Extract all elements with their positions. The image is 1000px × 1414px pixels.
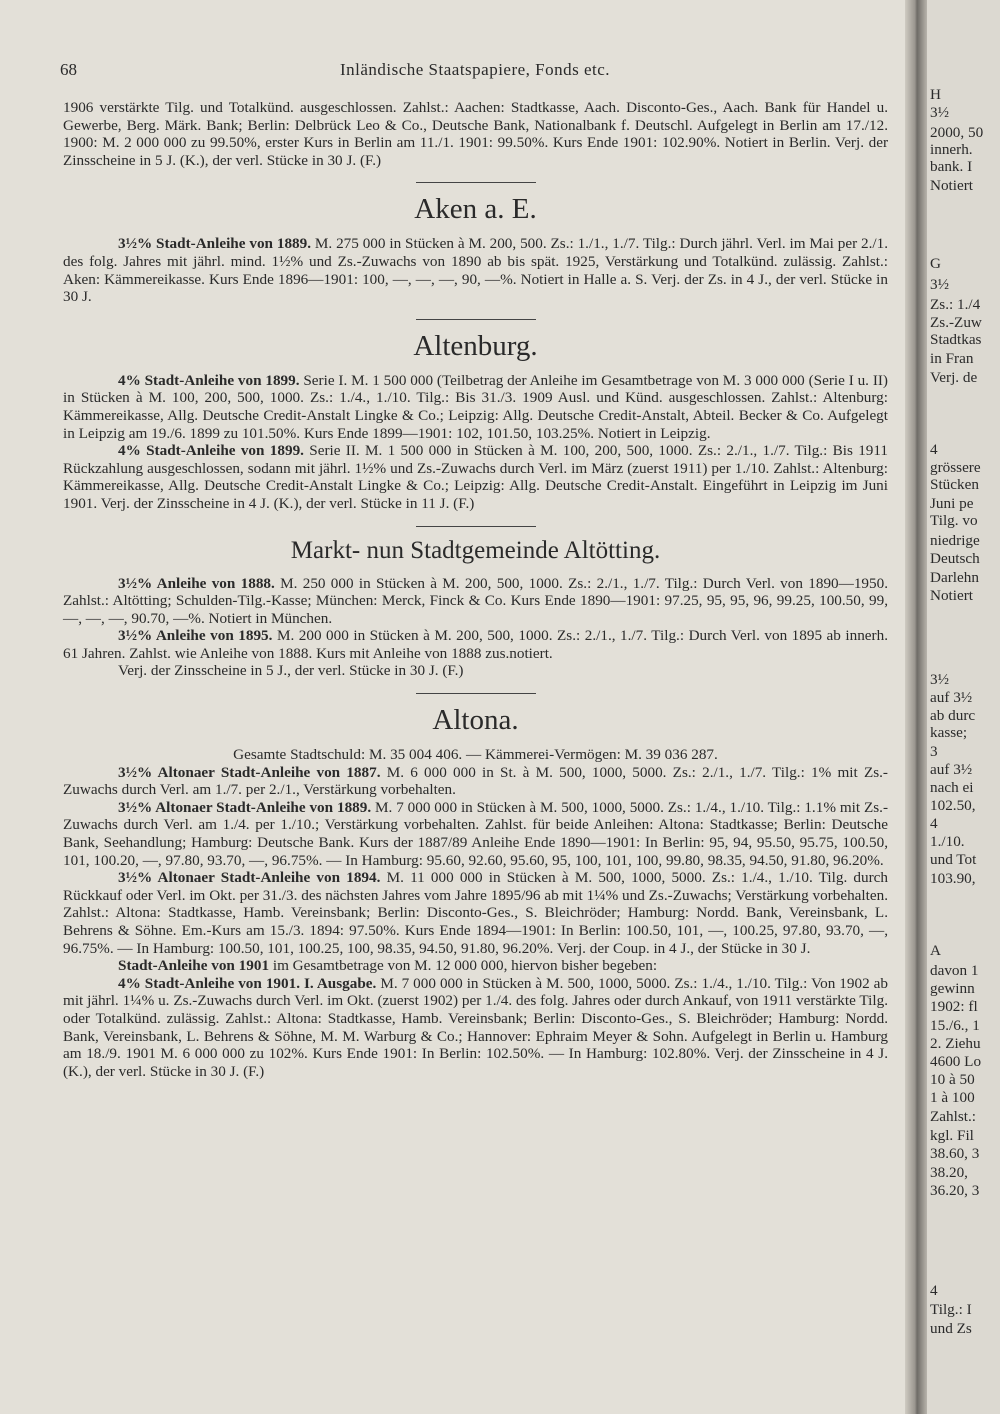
section-heading-altona: Altona.: [432, 704, 519, 737]
loan-entry: [63, 799, 888, 869]
loan-text: im Gesamtbetrage von M. 12 000 000, hiervon bisher begeben:: [269, 957, 658, 975]
loan-text: M. 6 000 000 in St. à M. 500, 1000, 5000. Zs.: 2./1., 1./7. Tilg.: 1% mit Zs.-Zuwachs durch Verl. am 1./7. per 2./1., Verstärkung vorbehalten.: [63, 763, 888, 799]
margin-fragment: Juni pe: [930, 495, 974, 512]
margin-fragment: und Tot: [930, 851, 977, 868]
margin-fragment: Stücken: [930, 476, 979, 493]
margin-fragment: 2. Ziehu: [930, 1035, 981, 1052]
intro-paragraph: 1906 verstärkte Tilg. und Totalkünd. ausgeschlossen. Zahlst.: Aachen: Stadtkasse, Aach. Disconto-Ges., Aach. Bank für Handel u. Gewerbe, Berg. Märk. Bank; Berlin: Delbrück Leo & Co., Deutsche Bank, Nationalbank f. Deutschl. Aufgelegt in Berlin am 17./12. 1900: M. 2 000 000 zu 99.50%, erster Kurs in Berlin am 11./1. 1901: 99.50%. Kurs Ende 1901: 102.90%. Notiert in Berlin. Verj. der Zinsscheine in 5 J. (K.), der verl. Stücke in 30 J. (F.): [63, 99, 888, 169]
loan-text: M. 200 000 in Stücken à M. 200, 500, 1000. Zs.: 2./1., 1./7. Tilg.: Durch Verl. von 1895 ab innerh. 61 Jahren. Zahlst. wie Anleihe von 1888. Kurs mit Anleihe von 1888 zus.notiert.: [63, 627, 888, 662]
loan-title: 3½% Anleihe von 1888.: [118, 574, 275, 592]
section-divider: [416, 526, 536, 527]
running-title: Inländische Staatspapiere, Fonds etc.: [339, 60, 611, 79]
margin-fragment: 3½: [930, 104, 949, 121]
margin-fragment: G: [930, 255, 941, 272]
loan-entry: [63, 235, 888, 305]
margin-fragment: 102.50,: [930, 797, 976, 814]
margin-fragment: Darlehn: [930, 569, 979, 586]
section-heading-aken: Aken a. E.: [414, 193, 537, 226]
loan-entry: [63, 372, 888, 442]
margin-fragment: niedrige: [930, 532, 980, 549]
margin-fragment: 38.60, 3: [930, 1145, 980, 1162]
loan-entry: [63, 442, 888, 512]
margin-fragment: 3½: [930, 671, 949, 688]
page-header: [60, 60, 890, 84]
loan-title: Stadt-Anleihe von 1901: [118, 957, 270, 975]
loan-entry: [63, 627, 888, 662]
margin-fragment: 15./6., 1: [930, 1017, 980, 1034]
section-heading-altenburg: Altenburg.: [413, 329, 538, 362]
margin-fragment: in Fran: [930, 350, 974, 367]
margin-fragment: Verj. de: [930, 369, 978, 386]
page-number: 68: [60, 60, 77, 79]
adjacent-page-fragment: [927, 0, 1000, 1414]
loan-title: 3½% Stadt-Anleihe von 1889.: [118, 235, 312, 253]
loan-title: 4% Stadt-Anleihe von 1901. I. Ausgabe.: [118, 974, 377, 992]
margin-fragment: kasse;: [930, 724, 968, 741]
margin-fragment: 36.20, 3: [930, 1182, 980, 1199]
margin-fragment: davon 1: [930, 962, 979, 979]
loan-text: M. 7 000 000 in Stücken à M. 500, 1000, 5000. Zs.: 1./4., 1./10. Tilg.: 1.1% mit Zs.-Zuwachs durch Verl. am 1./4. per 1./10.; Verstärkung vorbehalten. Zahlst. für beide Anleihen: Altona: Stadtkasse; Berlin: Deutsche Bank, Seehandlung; Hamburg: Deutsche Bank. Kurs der 1887/89 Anleihe Ende 1890—1901: In Berlin: 95, 94, 95.50, 95.75, 100.50, 101, 100.20, —, 97.80, 93.70, —, 96.75%. — In Hamburg: 95.60, 92.60, 95.60, 95, 100, 101, 100, 99.80, 98.35, 94.50, 91.80, 96.20%.: [63, 798, 888, 869]
margin-fragment: Zs.-Zuw: [930, 314, 982, 331]
section-divider: [416, 693, 536, 694]
loan-entry: [63, 764, 888, 799]
verj-note: Verj. der Zinsscheine in 5 J., der verl. Stücke in 30 J. (F.): [118, 662, 464, 680]
margin-fragment: kgl. Fil: [930, 1127, 974, 1144]
margin-fragment: gewinn: [930, 980, 975, 997]
margin-fragment: 3½: [930, 276, 949, 293]
loan-title: 3½% Altonaer Stadt-Anleihe von 1894.: [118, 869, 381, 887]
margin-fragment: grössere: [930, 459, 981, 476]
margin-fragment: Deutsch: [930, 550, 980, 567]
margin-fragment: 3: [930, 743, 938, 760]
margin-fragment: 4: [930, 815, 938, 832]
loan-title: 4% Stadt-Anleihe von 1899.: [118, 442, 304, 460]
loan-text: Serie I. M. 1 500 000 (Teilbetrag der Anleihe im Gesamtbetrage von M. 3 000 000 (Serie I u. II) in Stücken à M. 100, 200, 500, 1000. Zs.: 1./4., 1./10. Tilg.: Bis 31./3. 1909 Ausl. und Künd. ausgeschlossen. Zahlst.: Altenburg: Kämmereikasse, Allg. Deutsche Credit-Anstalt Lingke & Co.; Leipzig: Allg. Deutsche Credit-Anstalt, Abteil. Becker & Co. Aufgelegt in Leipzig am 19./6. 1899 zu 101.50%. Kurs Ende 1899—1901: 102, 101.50, 103.25%. Notiert in Leipzig.: [63, 371, 888, 442]
text-column: [63, 99, 888, 1080]
loan-title: 3½% Altonaer Stadt-Anleihe von 1887.: [118, 763, 381, 781]
loan-text: M. 275 000 in Stücken à M. 200, 500. Zs.: 1./1., 1./7. Tilg.: Durch jährl. Verl. im Mai per 2./1. des folg. Jahres mit jährl. mind. 1½% und Zs.-Zuwachs von 1890 ab bis spät. 1925, Verstärkung und Totalkünd. zulässig. Zahlst.: Aken: Kämmereikasse. Kurs Ende 1896—1901: 100, —, —, —, 90, —%. Notiert in Halle a. S. Verj. der Zs. in 4 J., der verl. Stücke in 30 J.: [63, 235, 889, 306]
margin-fragment: 10 à 50: [930, 1071, 975, 1088]
margin-fragment: bank. I: [930, 158, 973, 175]
margin-fragment: 4600 Lo: [930, 1053, 982, 1070]
loan-entry: [63, 575, 888, 628]
margin-fragment: Zs.: 1./4: [930, 296, 981, 313]
margin-fragment: A: [930, 942, 941, 959]
margin-fragment: auf 3½: [930, 761, 973, 778]
loan-text: M. 250 000 in Stücken à M. 200, 500, 1000. Zs.: 2./1., 1./7. Tilg.: Durch Verl. von 1890—1950. Zahlst.: Altötting; Schulden-Tilg.-Kasse; München: Merck, Finck & Co. Kurs Ende 1890—1901: 97.25, 95, 95, 96, 99.25, 100.50, 99, —, —, —, 90.70, —%. Notiert in München.: [63, 574, 889, 627]
margin-fragment: Notiert: [930, 587, 974, 604]
loan-entry: [63, 975, 888, 1081]
margin-fragment: 4: [930, 441, 938, 458]
section-divider: [416, 182, 536, 183]
loan-title: 3½% Altonaer Stadt-Anleihe von 1889.: [118, 798, 372, 816]
loan-title: 4% Stadt-Anleihe von 1899.: [118, 371, 300, 389]
section-divider: [416, 319, 536, 320]
margin-fragment: innerh.: [930, 141, 973, 158]
margin-fragment: H: [930, 86, 941, 103]
margin-fragment: 1 à 100: [930, 1089, 975, 1106]
loan-title: 3½% Anleihe von 1895.: [118, 627, 273, 645]
debt-summary: Gesamte Stadtschuld: M. 35 004 406. — Kämmerei-Vermögen: M. 39 036 287.: [233, 746, 718, 764]
loan-text: Serie II. M. 1 500 000 in Stücken à M. 100, 200, 500, 1000. Zs.: 2./1., 1./7. Tilg.: Bis 1911 Rückzahlung ausgeschlossen, sodann mit jährl. 1½% und Zs.-Zuwachs durch Verl. im März (zuerst 1911) per 1./10. Zahlst.: Altenburg: Kämmereikasse, Allg. Deutsche Credit-Anstalt Lingke & Co.; Leipzig: Allg. Deutsche Credit-Anstalt. Eingeführt in Leipzig im Juni 1901. Verj. der Zinsscheine in 4 J. (K.), der verl. Stücke in 11 J. (F.): [63, 442, 889, 512]
margin-fragment: 1./10.: [930, 833, 965, 850]
margin-fragment: Tilg. vo: [930, 512, 978, 529]
margin-fragment: nach ei: [930, 779, 974, 796]
margin-fragment: Notiert: [930, 177, 974, 194]
margin-fragment: 1902: fl: [930, 998, 978, 1015]
margin-fragment: Stadtkas: [930, 331, 982, 348]
margin-fragment: 103.90,: [930, 870, 976, 887]
margin-fragment: und Zs: [930, 1320, 972, 1337]
loan-text: M. 7 000 000 in Stücken à M. 500, 1000, 5000. Zs.: 1./4., 1./10. Tilg.: Von 1902 ab mit jährl. 1¼% u. Zs.-Zuwachs durch Verl. im Okt. (zuerst 1902) per 1./4. des folg. Jahres oder durch Ankauf, von 1911 verstärkte Tilg. oder Totalkünd. zulässig. Zahlst.: Altona: Stadtkasse, Hamb. Vereinsbank; Berlin: Disconto-Ges., S. Bleichröder; Hamburg: Nordd. Bank, Vereinsbank, L. Behrens & Söhne, M. M. Warburg & Co.; Hannover: Ephraim Meyer & Sohn. Aufgelegt in Berlin u. Hamburg am 18./9. 1901 M. 6 000 000 zu 102%. Kurs Ende 1901: In Berlin: 102.50%. — In Hamburg: 102.80%. Verj. der Zinsscheine in 4 J. (K.), der verl. Stücke in 30 J. (F.): [63, 974, 888, 1080]
margin-fragment: 4: [930, 1282, 938, 1299]
margin-fragment: 38.20,: [930, 1164, 968, 1181]
loan-entry: [63, 957, 888, 975]
margin-fragment: auf 3½: [930, 689, 973, 706]
margin-fragment: Zahlst.:: [930, 1108, 976, 1125]
book-gutter: [905, 0, 927, 1414]
margin-fragment: Tilg.: I: [930, 1301, 972, 1318]
loan-text: M. 11 000 000 in Stücken à M. 500, 1000, 5000. Zs.: 1./4., 1./10. Tilg. durch Rückkauf oder Verl. im Okt. per 31./3. des nächsten Jahres vom Jahre 1895/96 ab mit 1¼% und Zs.-Zuwachs; Verstärkung vorbehalten. Zahlst.: Altona: Stadtkasse, Hamb. Vereinsbank; Berlin: Disconto-Ges., S. Bleichröder; Hamburg: Nordd. Bank, Vereinsbank, L. Behrens & Söhne. Em.-Kurs am 15./3. 1894: 97.50%. Kurs Ende 1894—1901: In Berlin: 100.50, 101, —, 100.25, 97.80, 93.70, —, 96.75%. — In Hamburg: 100.50, 101, 100.25, 100, 98.35, 94.50, 91.80, 96.20%. Verj. der Coup. in 4 J., der Stücke in 30 J.: [63, 869, 888, 957]
section-heading-altoetting: Markt- nun Stadtgemeinde Altötting.: [290, 536, 661, 564]
loan-entry: [63, 869, 888, 957]
margin-fragment: ab durc: [930, 707, 976, 724]
margin-fragment: 2000, 50: [930, 124, 984, 141]
